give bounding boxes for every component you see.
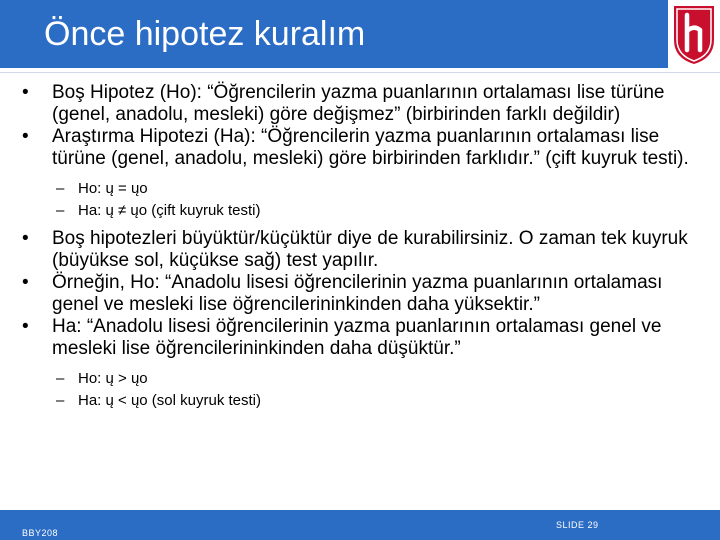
dash-marker: – [56,370,65,387]
bullet-marker: • [22,228,29,249]
bullet-text: Boş Hipotez (Ho): “Öğrencilerin yazma puanlarının ortalaması lise türüne (genel, anadolu, mesleki) göre değişmez” (birbirinden farklı değildir) [52,82,665,125]
bullet-item [20,316,710,360]
hacettepe-logo-icon [668,0,720,68]
slide-body [20,82,710,412]
sub-bullet-item [56,368,710,390]
bullet-text: Boş hipotezleri büyüktür/küçüktür diye de kurabilirsiniz. O zaman tek kuyruk (büyükse sol, küçükse sağ) test yapılır. [52,228,688,271]
slide-title: Önce hipotez kuralım [44,15,366,53]
bullet-marker: • [22,272,29,293]
sub-bullet-text: Ha: ų ≠ ųo (çift kuyruk testi) [78,202,261,219]
bullet-text: Ha: “Anadolu lisesi öğrencilerinin yazma puanlarının ortalaması genel ve mesleki lise öğrencilerininkinden daha düşüktür.” [52,316,662,359]
dash-marker: – [56,180,65,197]
bullet-marker: • [22,316,29,337]
sub-bullet-item [56,200,710,222]
header-rule [0,72,720,73]
bullet-text: Araştırma Hipotezi (Ha): “Öğrencilerin yazma puanlarının ortalaması lise türüne (genel, anadolu, mesleki) göre birbirinden farklıdır.” (çift kuyruk testi). [52,126,689,169]
sub-bullet-text: Ho: ų = ųo [78,180,148,197]
bullet-item [20,228,710,272]
course-code: BBY208 [22,528,59,538]
slide-footer [0,510,720,540]
bullet-marker: • [22,126,29,147]
bullet-item [20,82,710,126]
dash-marker: – [56,392,65,409]
slide-number: SLIDE 29 [556,520,599,530]
bullet-marker: • [22,82,29,103]
sub-bullet-item [56,390,710,412]
bullet-text: Örneğin, Ho: “Anadolu lisesi öğrencilerinin yazma puanlarının ortalaması genel ve mesleki lise öğrencilerininkinden daha yüksektir.” [52,272,663,315]
sub-bullet-text: Ho: ų > ųo [78,370,148,387]
bullet-item [20,272,710,316]
dash-marker: – [56,202,65,219]
sub-bullet-text: Ha: ų < ųo (sol kuyruk testi) [78,392,261,409]
sub-bullet-item [56,178,710,200]
bullet-item [20,126,710,170]
